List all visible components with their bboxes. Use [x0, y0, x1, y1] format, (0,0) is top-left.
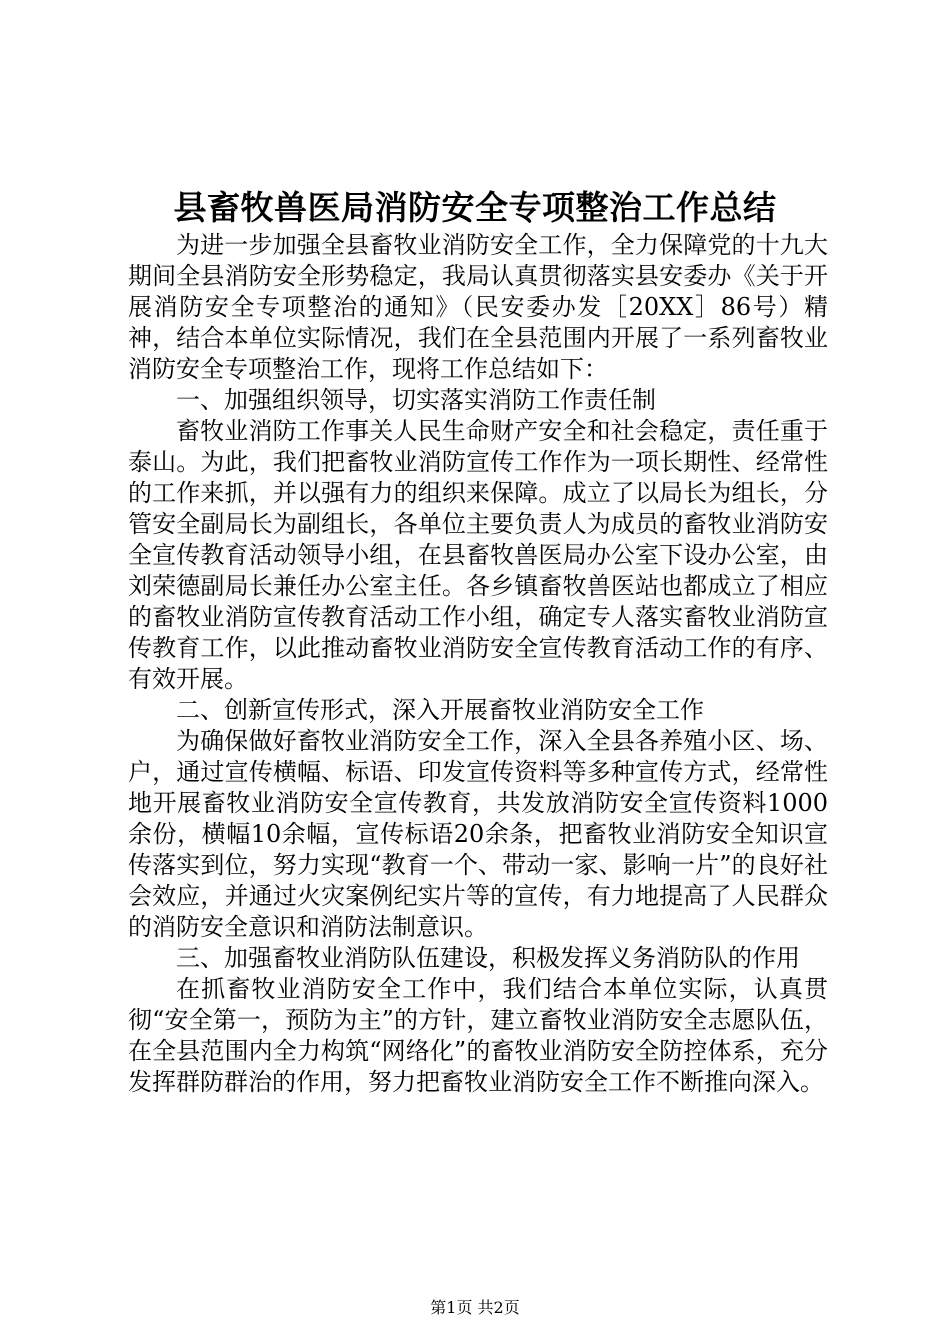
section-paragraph-1: 畜牧业消防工作事关人民生命财产安全和社会稳定，责任重于泰山。为此，我们把畜牧业消防宣传工作作为一项长期性、经常性的工作来抓，并以强有力的组织来保障。成立了以局长为组长，分管安全副局长为副组长，各单位主要负责人为成员的畜牧业消防安全宣传教育活动领导小组，在县畜牧兽医局办公室下设办公室，由刘荣德副局长兼任办公室主任。各乡镇畜牧兽医站也都成立了相应的畜牧业消防宣传教育活动工作小组，确定专人落实畜牧业消防宣传教育工作，以此推动畜牧业消防安全宣传教育活动工作的有序、有效开展。	[128, 417, 828, 693]
section-heading-1: 一、加强组织领导，切实落实消防工作责任制	[176, 386, 656, 414]
document-title: 县畜牧兽医局消防安全专项整治工作总结	[173, 188, 777, 227]
section-heading-3: 三、加强畜牧业消防队伍建设，积极发挥义务消防队的作用	[176, 944, 800, 972]
section-paragraph-3: 在抓畜牧业消防安全工作中，我们结合本单位实际，认真贯彻“安全第一，预防为主”的方针，建立畜牧业消防安全志愿队伍，在全县范围内全力构筑“网络化”的畜牧业消防安全防控体系，充分发挥群防群治的作用，努力把畜牧业消防安全工作不断推向深入。	[128, 975, 828, 1096]
intro-paragraph: 为进一步加强全县畜牧业消防安全工作，全力保障党的十九大期间全县消防安全形势稳定，我局认真贯彻落实县安委办《关于开展消防安全专项整治的通知》（民安委办发［20XX］86号）精神，结合本单位实际情况，我们在全县范围内开展了一系列畜牧业消防安全专项整治工作，现将工作总结如下：	[128, 231, 828, 383]
page-number-footer: 第1页 共2页	[430, 1298, 520, 1317]
section-heading-2: 二、创新宣传形式，深入开展畜牧业消防安全工作	[176, 696, 704, 724]
document-body	[128, 230, 828, 1098]
section-paragraph-2: 为确保做好畜牧业消防安全工作，深入全县各养殖小区、场、户，通过宣传横幅、标语、印发宣传资料等多种宣传方式，经常性地开展畜牧业消防安全宣传教育，共发放消防安全宣传资料1000余份，横幅10余幅，宣传标语20余条，把畜牧业消防安全知识宣传落实到位，努力实现“教育一个、带动一家、影响一片”的良好社会效应，并通过火灾案例纪实片等的宣传，有力地提高了人民群众的消防安全意识和消防法制意识。	[128, 727, 828, 941]
